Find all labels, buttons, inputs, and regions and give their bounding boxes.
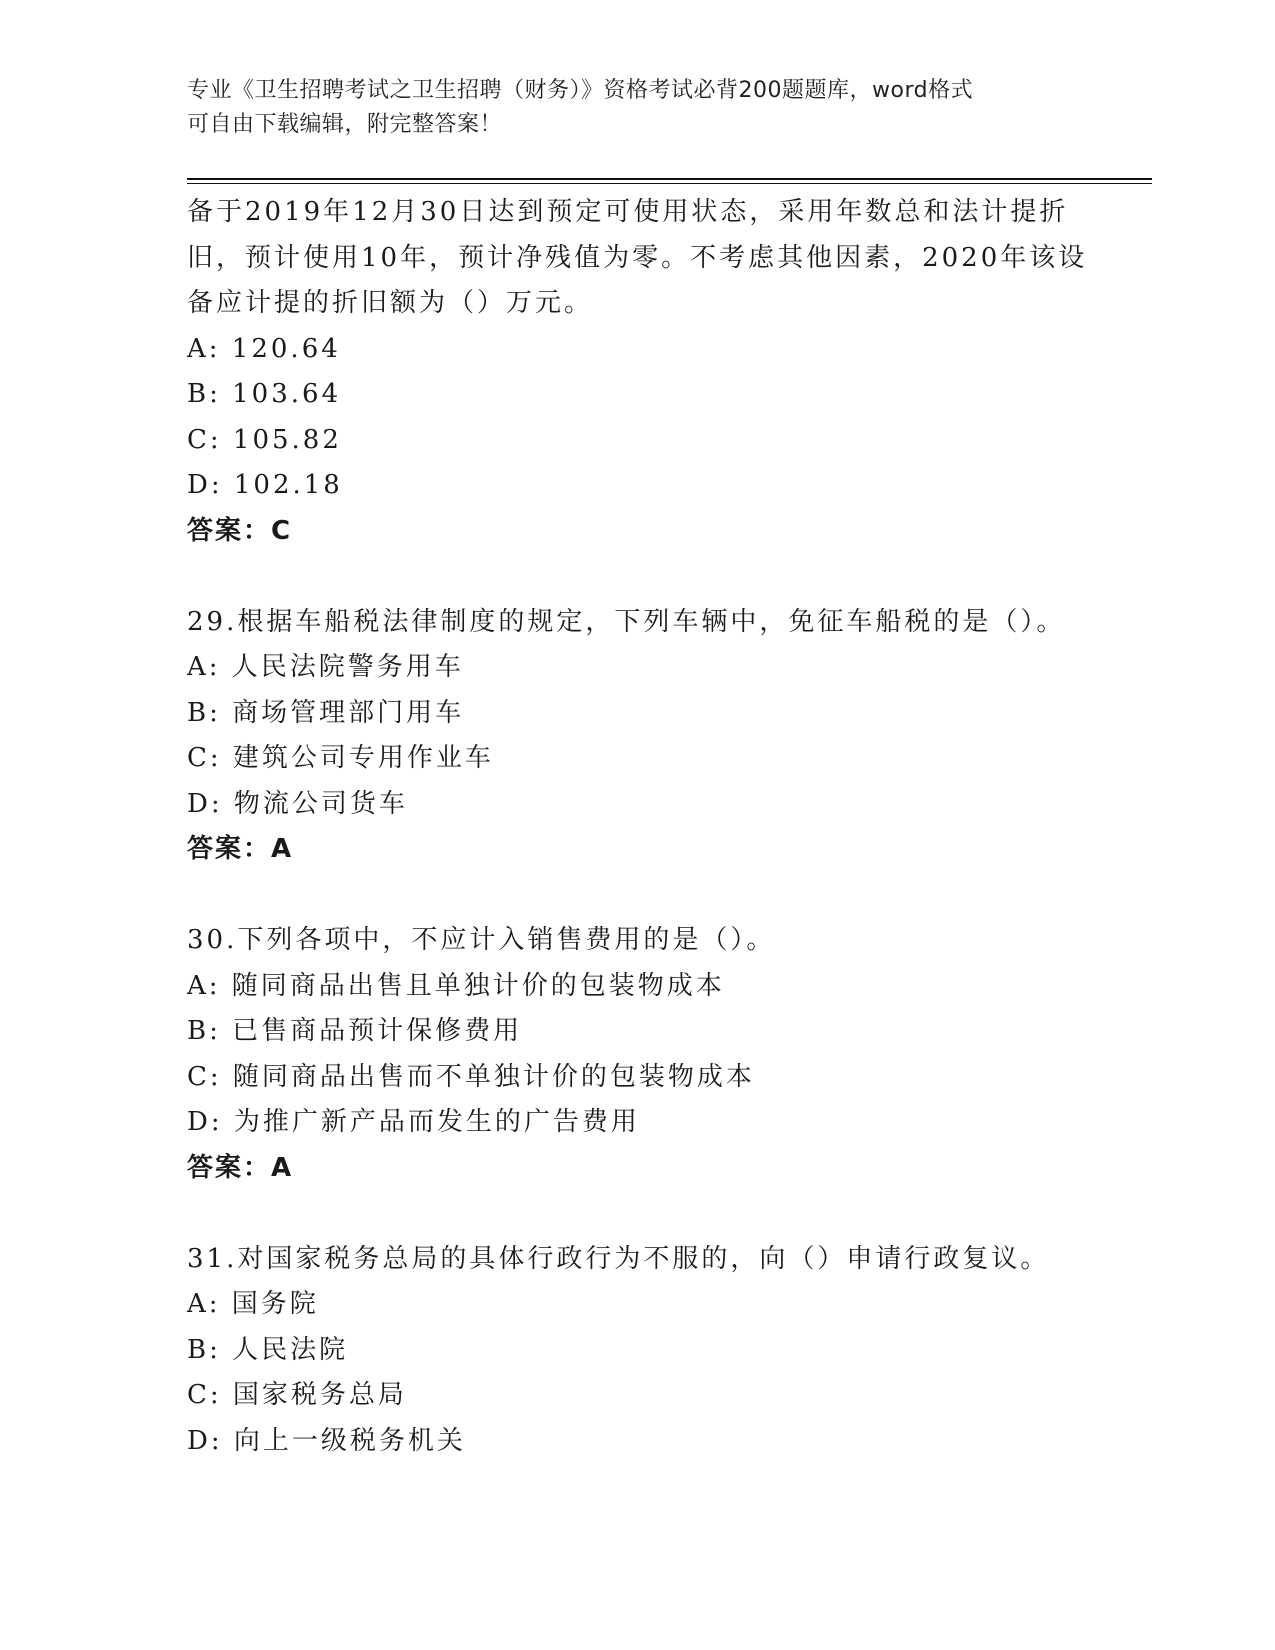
question-stem: 31.对国家税务总局的具体行政行为不服的，向（）申请行政复议。 xyxy=(187,1243,1050,1274)
question-stem-line: 备于2019年12月30日达到预定可使用状态，采用年数总和法计提折 xyxy=(187,197,1069,227)
answer-line: 答案：A xyxy=(187,1152,294,1183)
answer-line: 答案：A xyxy=(187,834,294,864)
header-title-line-2: 可自由下载编辑，附完整答案！ xyxy=(187,112,503,137)
page-header xyxy=(187,74,1087,142)
spacer xyxy=(187,1191,1087,1237)
option-a: A: 人民法院警务用车 xyxy=(187,652,464,682)
option-b: B: 商场管理部门用车 xyxy=(187,697,465,728)
option-a: A: 120.64 xyxy=(187,333,341,364)
spacer xyxy=(187,554,1087,600)
question-30 xyxy=(187,918,1087,1191)
question-stem: 29.根据车船税法律制度的规定，下列车辆中，免征车船税的是（）。 xyxy=(187,606,1066,637)
question-28 xyxy=(187,190,1087,554)
option-b: B: 人民法院 xyxy=(187,1334,349,1365)
option-b: B: 已售商品预计保修费用 xyxy=(187,1016,523,1046)
option-c: C: 国家税务总局 xyxy=(187,1380,407,1410)
question-stem-line: 备应计提的折旧额为（）万元。 xyxy=(187,288,594,318)
header-title-line-1: 专业《卫生招聘考试之卫生招聘（财务）》资格考试必背200题题库，word格式 xyxy=(187,78,974,103)
question-29 xyxy=(187,600,1087,873)
option-c: C: 建筑公司专用作业车 xyxy=(187,743,494,773)
question-stem-line: 旧，预计使用10年，预计净残值为零。不考虑其他因素，2020年该设 xyxy=(187,242,1088,273)
question-list xyxy=(187,190,1087,1464)
question-31 xyxy=(187,1237,1087,1465)
option-d: D: 为推广新产品而发生的广告费用 xyxy=(187,1107,640,1137)
spacer xyxy=(187,873,1087,919)
option-a: A: 国务院 xyxy=(187,1289,319,1319)
option-c: C: 105.82 xyxy=(187,424,342,455)
header-divider-thin xyxy=(187,183,1152,184)
option-d: D: 向上一级税务机关 xyxy=(187,1425,466,1456)
option-c: C: 随同商品出售而不单独计价的包装物成本 xyxy=(187,1061,755,1092)
question-stem: 30.下列各项中，不应计入销售费用的是（）。 xyxy=(187,925,776,955)
option-a: A: 随同商品出售且单独计价的包装物成本 xyxy=(187,970,725,1001)
answer-line: 答案：C xyxy=(187,515,293,546)
option-d: D: 物流公司货车 xyxy=(187,788,408,819)
option-d: D: 102.18 xyxy=(187,470,343,500)
option-b: B: 103.64 xyxy=(187,379,342,409)
header-divider-thick xyxy=(187,178,1152,180)
